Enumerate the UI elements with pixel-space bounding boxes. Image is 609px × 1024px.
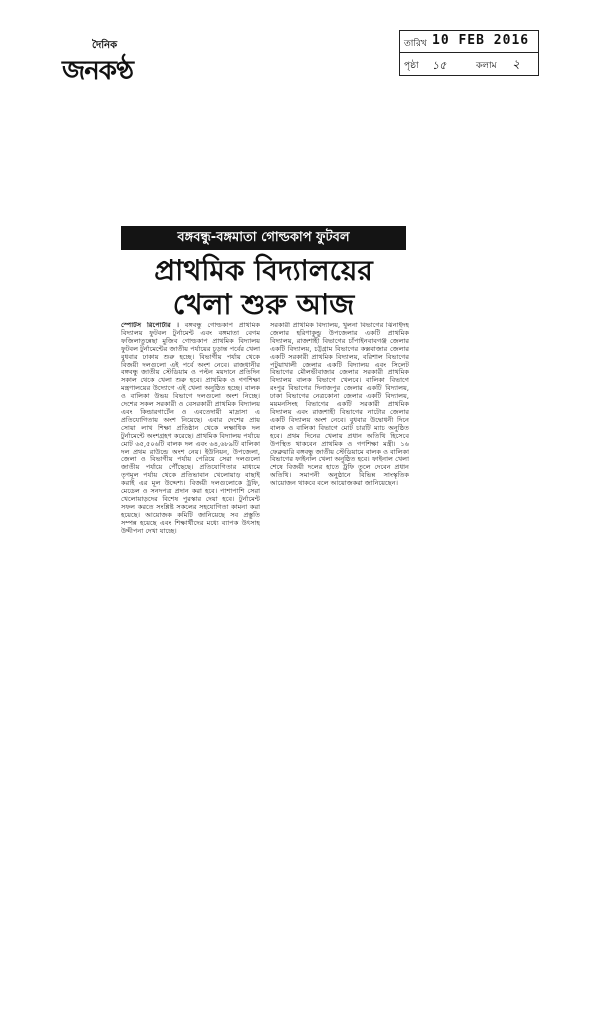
- article-column-1: [121, 322, 260, 637]
- article-dateline: স্পোর্টস রিপোর্টার ।: [121, 322, 179, 329]
- headline-line-2: খেলা শুরু আজ: [172, 288, 355, 321]
- stamp-date-row: [400, 31, 538, 53]
- stamp-column-label: কলাম: [476, 61, 497, 71]
- stamp-page-value: ১৫: [432, 59, 447, 72]
- masthead-daily-label: দৈনিক: [92, 40, 118, 51]
- article-column-1-text: বঙ্গবন্ধু গোল্ডকাপ প্রাথমিক বিদ্যালয় ফুটবল টুর্নামেন্ট এবং বঙ্গমাতা বেগম ফজিলাতুন্নেছা মুজিব গোল্ডকাপ প্রাথমিক বিদ্যালয় ফুটবল টুর্নামেন্টের জাতীয় পর্যায়ের চূড়ান্ত পর্বের খেলা বুধবার ঢাকায় শুরু হচ্ছে। বিভাগীয় পর্যায় থেকে বিজয়ী দলগুলো এই পর্বে অংশ নেবে। রাজধানীর বঙ্গবন্ধু জাতীয় স্টেডিয়াম ও পল্টন ময়দানে প্রতিদিন সকাল থেকে খেলা শুরু হবে। প্রাথমিক ও গণশিক্ষা মন্ত্রণালয়ের উদ্যোগে এই খেলা অনুষ্ঠিত হচ্ছে। বালক ও বালিকা উভয় বিভাগে দলগুলো অংশ নিচ্ছে। দেশের সকল সরকারী ও বেসরকারী প্রাথমিক বিদ্যালয় এবং কিন্ডারগার্টেন ও এবতেদায়ী মাদ্রাসা এ প্রতিযোগিতায় অংশ নিয়েছে। এবার দেশের প্রায় সোয়া লাখ শিক্ষা প্রতিষ্ঠান থেকে লক্ষাধিক দল টুর্নামেন্টে অংশগ্রহণ করেছে। প্রাথমিক বিদ্যালয় পর্যায়ে মোট ৬৫,৫০৬টি বালক দল এবং ৬৪,৬৮৯টি বালিকা দল প্রথম রাউন্ডে অংশ নেয়। ইউনিয়ন, উপজেলা, জেলা ও বিভাগীয় পর্যায় পেরিয়ে সেরা দলগুলো জাতীয় পর্যায়ে পৌঁছেছে। প্রতিযোগিতার মাধ্যমে তৃণমূল পর্যায় থেকে প্রতিভাবান খেলোয়াড় বাছাই করাই এর মূল উদ্দেশ্য। বিজয়ী দলগুলোকে ট্রফি, মেডেল ও সনদপত্র প্রদান করা হবে। পাশাপাশি সেরা খেলোয়াড়দের বিশেষ পুরস্কার দেয়া হবে। টুর্নামেন্ট সফল করতে সংশ্লিষ্ট সকলের সহযোগিতা কামনা করা হয়েছে। আয়োজক কমিটি জানিয়েছে সব প্রস্তুতি সম্পন্ন হয়েছে এবং শিক্ষার্থীদের মধ্যে ব্যাপক উৎসাহ উদ্দীপনা দেখা যাচ্ছে।: [121, 322, 260, 535]
- clipping-stamp: [399, 30, 539, 76]
- stamp-date-label: তারিখ: [404, 39, 427, 49]
- article-headline: [121, 254, 406, 322]
- stamp-page-label: পৃষ্ঠা: [404, 61, 419, 71]
- masthead-name: জনকণ্ঠ: [62, 56, 133, 86]
- kicker-text: বঙ্গবন্ধু-বঙ্গমাতা গোল্ডকাপ ফুটবল: [177, 229, 350, 245]
- article-column-2: [270, 322, 409, 637]
- stamp-date-value: 10 FEB 2016: [432, 33, 530, 48]
- stamp-column-value: ২: [512, 57, 520, 71]
- article-kicker: [121, 226, 406, 250]
- article-column-2-text: সরকারী প্রাথমিক বিদ্যালয়, খুলনা বিভাগের ঝিনাইদহ জেলার হরিণাকুন্ডু উপজেলার একটি প্রাথমিক বিদ্যালয়, রাজশাহী বিভাগের চাঁপাইনবাবগঞ্জ জেলার একটি বিদ্যালয়, চট্টগ্রাম বিভাগের কক্সবাজার জেলার একটি সরকারী প্রাথমিক বিদ্যালয়, বরিশাল বিভাগের পটুয়াখালী জেলার একটি বিদ্যালয় এবং সিলেট বিভাগের মৌলভীবাজার জেলার সরকারী প্রাথমিক বিদ্যালয় বালক বিভাগে খেলবে। বালিকা বিভাগে রংপুর বিভাগের দিনাজপুর জেলার একটি বিদ্যালয়, ঢাকা বিভাগের নেত্রকোনা জেলার একটি বিদ্যালয়, ময়মনসিংহ বিভাগের একটি সরকারী প্রাথমিক বিদ্যালয় এবং রাজশাহী বিভাগের নাটোর জেলার একটি বিদ্যালয় অংশ নেবে। বুধবার উদ্বোধনী দিনে বালক ও বালিকা বিভাগে মোট চারটি ম্যাচ অনুষ্ঠিত হবে। প্রথম দিনের খেলায় প্রধান অতিথি হিসেবে উপস্থিত থাকবেন প্রাথমিক ও গণশিক্ষা মন্ত্রী। ১৬ ফেব্রুয়ারি বঙ্গবন্ধু জাতীয় স্টেডিয়ামে বালক ও বালিকা বিভাগের ফাইনাল খেলা অনুষ্ঠিত হবে। ফাইনাল খেলা শেষে বিজয়ী দলের হাতে ট্রফি তুলে দেবেন প্রধান অতিথি। সমাপনী অনুষ্ঠানে বিভিন্ন সাংস্কৃতিক আয়োজন থাকবে বলে আয়োজকরা জানিয়েছেন।: [270, 322, 409, 488]
- article-body: [121, 322, 409, 637]
- headline-line-1: প্রাথমিক বিদ্যালয়ের: [154, 254, 373, 287]
- stamp-page-row: [400, 53, 538, 74]
